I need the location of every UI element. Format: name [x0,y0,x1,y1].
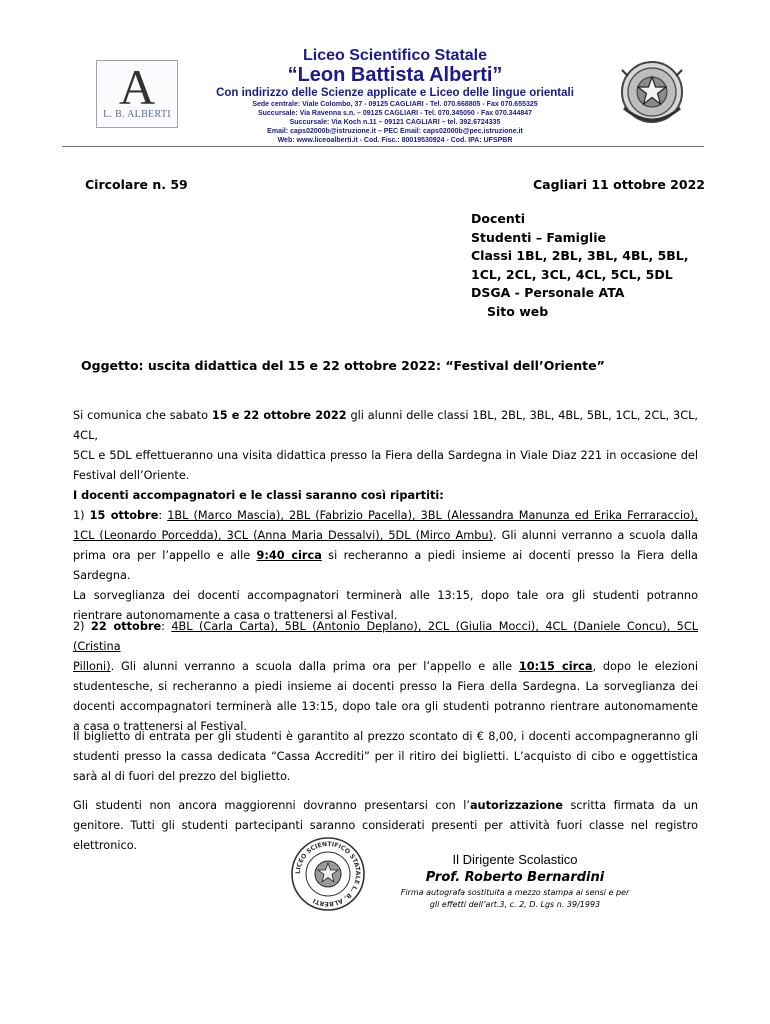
paragraph-ticket [73,727,698,787]
signature-note [390,887,640,911]
departure-time: 9:40 circa [256,549,322,562]
text-line [73,617,698,657]
text-line: genitore. Tutti gli studenti partecipanti saranno considerati presenti per attività fuori classe nel registro [73,819,698,832]
logo-letter: A [118,59,156,115]
header-divider [62,146,704,147]
circular-date: Cagliari 11 ottobre 2022 [533,177,705,192]
text: si recheranno a piedi insieme ai docenti presso la Fiera della Sardegna. [73,549,698,582]
school-logo [96,60,178,128]
recipient: DSGA - Personale ATA [471,285,625,300]
text: : [158,509,168,522]
signature-note-line: Firma autografa sostituita a mezzo stampa ai sensi e per [400,888,630,897]
class-assignments: 1CL (Leonardo Porcedda), 3CL (Anna Maria Dessalvi), 5DL (Mirco Ambu) [73,529,493,542]
text: 2) [73,620,92,633]
text: : [161,620,172,633]
school-type: Liceo Scientifico Statale [302,47,488,64]
text: . Gli alunni verranno a scuola dalla prima ora per l’appello e alle [110,660,519,673]
address-main: Sede centrale: Viale Colombo, 37 - 09125 CAGLIARI - Tel. 070.668805 - Fax 070.655325 [252,101,538,108]
contact-emails: Email: caps02000b@istruzione.it – PEC Email: caps02000b@pec.istruzione.it [267,128,523,135]
text-line [73,526,698,546]
event-dates: 15 e 22 ottobre 2022 [211,409,347,422]
text-line [73,796,698,816]
school-stamp-icon [290,836,366,912]
text-line: Festival dell’Oriente. [73,469,190,482]
school-name: “Leon Battista Alberti” [287,64,503,86]
text: Si comunica che sabato [73,409,212,422]
signature-name: Prof. Roberto Bernardini [425,870,605,885]
recipient: Classi 1BL, 2BL, 3BL, 4BL, 5BL, [471,248,689,263]
text-line: La sorveglianza dei docenti accompagnatori terminerà alle 13:15, dopo tale ora gli studenti potranno [73,589,698,602]
address-branch-1: Succursale: Via Ravenna s.n. – 09125 CAGLIARI - Tel. 070.345050 - Fax 070.344847 [257,110,533,117]
trip-date: 15 ottobre [89,509,159,522]
signature-note-line: gli effetti dell’art.3, c. 2, D. Lgs n. 39/1993 [429,900,601,909]
trip-date: 22 ottobre [91,620,162,633]
contact-web: Web: www.liceoalberti.it - Cod. Fisc.: 80019530924 - Cod. IPA: UFSPBR [277,137,513,144]
paragraph-second-trip [73,617,698,737]
text-line [73,506,698,526]
recipient: Docenti [471,211,526,226]
text-line: Il biglietto di entrata per gli studenti è garantito al prezzo scontato di € 8,00, i docenti accompagneranno gli [73,730,698,743]
logo-text: L. B. ALBERTI [103,109,171,120]
recipient: 1CL, 2CL, 3CL, 4CL, 5CL, 5DL [471,266,673,282]
signature-role: Il Dirigente Scolastico [452,852,578,867]
paragraph-announcement [73,406,698,486]
text-line: studenti presso la cassa dedicata “Cassa Accrediti” per il ritiro dei biglietti. L’acquisto di cibo e oggettistica [73,750,698,763]
class-assignments: 4BL (Carla Carta), 5BL (Antonio Deplano), 2CL (Giulia Mocci), 4CL (Daniele Concu), 5CL (Cristina [73,620,699,653]
text-line: sarà al di fuori del prezzo del biglietto. [73,770,291,783]
stamp-text: LICEO SCIENTIFICO STATALE L. B. ALBERTI [294,840,362,908]
departure-time: 10:15 circa [518,660,593,673]
recipient: Studenti – Famiglie [471,229,606,245]
recipient: Sito web [487,303,549,319]
text-line: 5CL e 5DL effettueranno una visita didattica presso la Fiera della Sardegna in Viale Diaz 221 in occasione del [73,449,698,462]
italian-republic-emblem-icon [618,58,686,130]
school-description: Con indirizzo delle Scienze applicate e Liceo delle lingue orientali [216,87,574,99]
authorization-word: autorizzazione [469,799,563,812]
class-assignments: 1BL (Marco Mascia), 2BL (Fabrizio Pacella), 3BL (Alessandra Manunza ed Erika Ferraraccio), [167,509,699,522]
text-line [73,657,698,677]
text-line [73,546,698,586]
text-line: docenti accompagnatori terminerà alle 13:15, dopo tale ora gli studenti potranno rientrare autonomamente [73,700,698,713]
text-line: rientrare autonomamente a casa o trattenersi al Festival. [73,609,398,622]
text: scritta firmata da un [562,799,698,812]
recipients-list [471,210,689,321]
text-line: a casa o trattenersi al Festival. [73,720,247,733]
section-heading: I docenti accompagnatori e le classi saranno così ripartiti: [73,489,444,502]
text: Gli studenti non ancora maggiorenni dovranno presentarsi con l’ [73,799,470,812]
circular-number: Circolare n. 59 [85,177,188,192]
text-line: elettronico. [73,839,138,852]
text-line [73,406,698,446]
subject-line: Oggetto: uscita didattica del 15 e 22 ottobre 2022: “Festival dell’Oriente” [81,358,605,373]
paragraph-authorization [73,796,698,856]
text-line: studentesche, si recheranno a piedi insieme ai docenti presso la Fiera della Sardegna. La sorveglianza dei [73,680,698,693]
text: . Gli alunni verranno a scuola dalla [492,529,698,542]
text: 1) [73,509,90,522]
address-branch-2: Succursale: Via Koch n.11 – 09121 CAGLIARI – tel. 392.6724335 [289,119,501,126]
paragraph-first-trip [73,486,698,626]
text: prima ora per l’appello e alle [73,549,257,562]
text: gli alunni delle classi 1BL, 2BL, 3BL, 4BL, 5BL, 1CL, 2CL, 3CL, 4CL, [73,409,698,442]
text: , dopo le elezioni [592,660,699,673]
class-assignments: Pilloni) [73,660,111,673]
